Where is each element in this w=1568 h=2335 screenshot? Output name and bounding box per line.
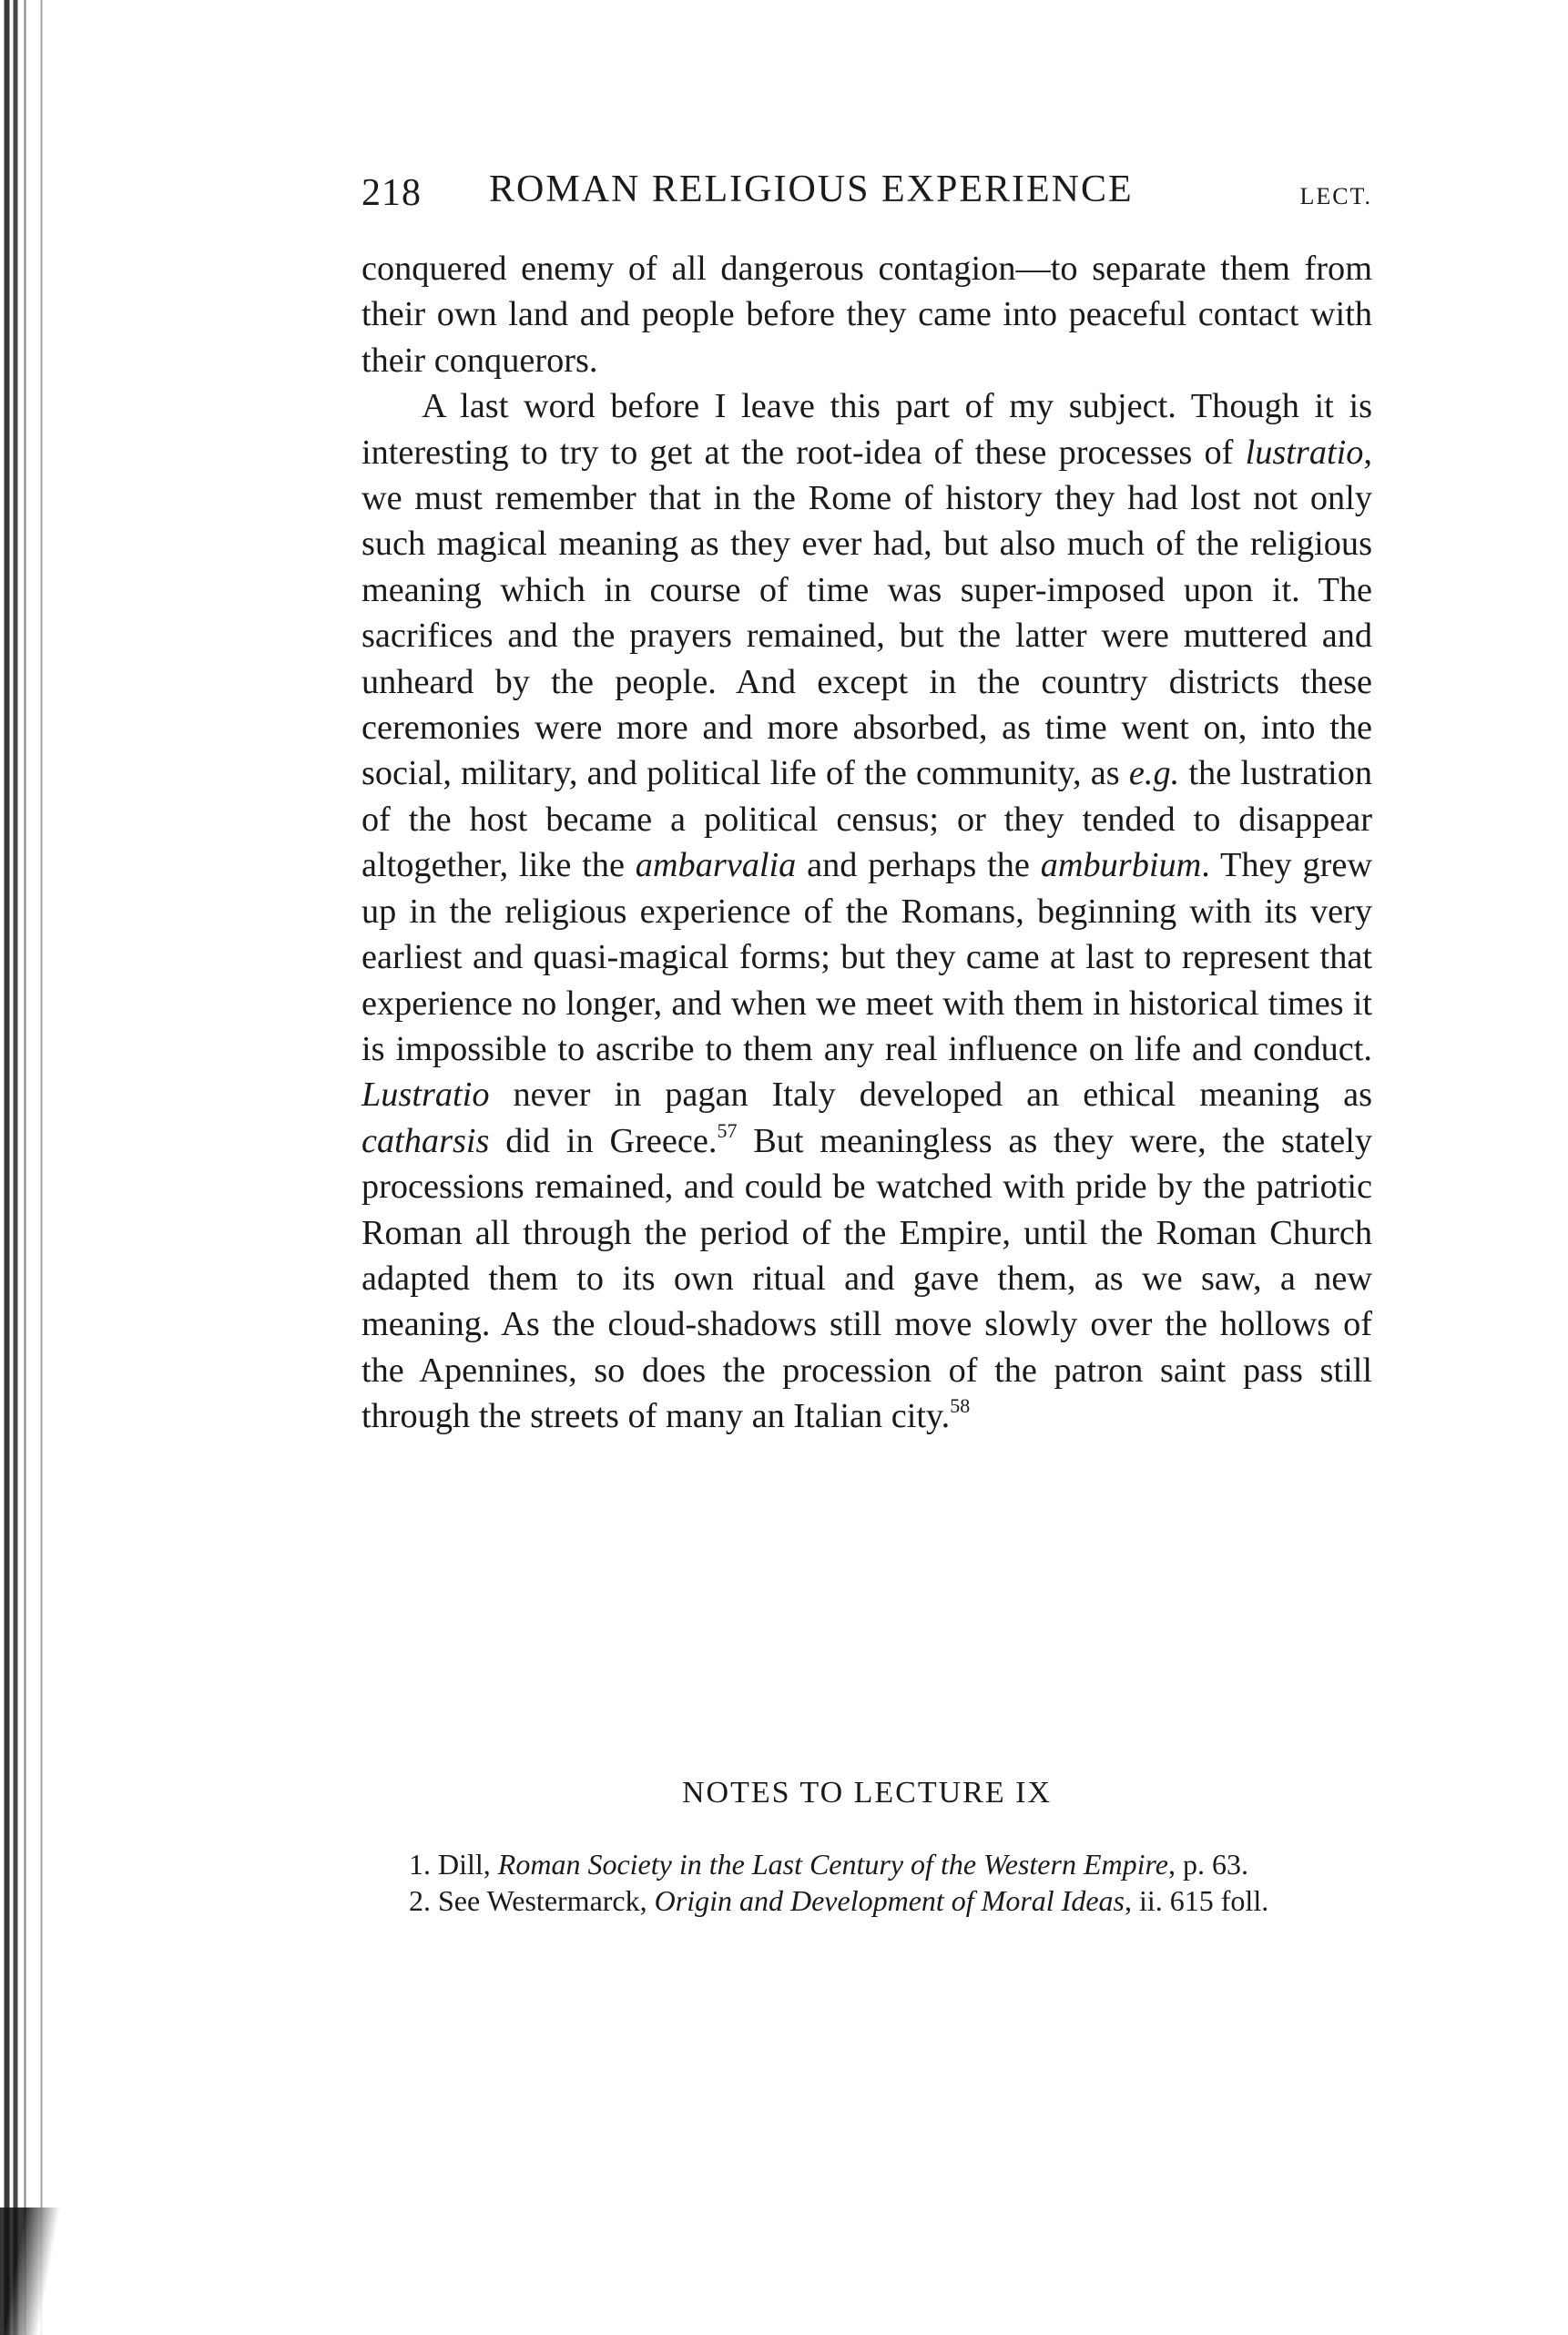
binding-edge [0,0,53,2335]
notes-list [361,1846,1372,1919]
notes-heading: NOTES TO LECTURE IX [681,1776,1052,1810]
paragraph-2: A last word before I leave this part of my subject. Though it is interesting to try to get at the root-idea of these processes of lustratio, we must remember that in the Rome of history they had lost not only such magical meaning as they ever had, but also much of the religious meaning which in course of time was super-imposed upon it. The sacrifices and the prayers remained, but the latter were muttered and unheard by the people. And except in the country districts these ceremonies were more and more absorbed, as time went on, into the social, military, and political life of the community, as e.g. the lustration of the host became a political census; or they tended to disappear altogether, like the ambarvalia and perhaps the amburbium. They grew up in the religious experience of the Romans, beginning with its very earliest and quasi-magical forms; but they came at last to represent that experience no longer, and when we meet with them in historical times it is impossible to ascribe to them any real influence on life and conduct. Lustratio never in pagan Italy developed an ethical meaning as catharsis did in Greece.$^{57}$ But meaningless as they were, the stately processions remained, and could be watched with pride by the patriotic Roman all through the period of the Empire, until the Roman Church adapted them to its own ritual and gave them, as we saw, a new meaning. As the cloud-shadows still move slowly over the hollows of the Apennines, so does the procession of the patron saint pass still through the streets of many an Italian city.$^{58}$ [361,387,1373,1436]
page-number: 218 [361,172,422,214]
footnote-ref-57: 57 [717,1118,738,1142]
section-label: LECT. [1299,183,1372,209]
binding-shadow [0,2208,64,2335]
footnote-ref-58: 58 [950,1394,971,1418]
note-2: 2. See Westermarck, Origin and Development of Moral Ideas, ii. 615 foll. [409,1884,1269,1917]
running-title: ROMAN RELIGIOUS EXPERIENCE [489,168,1134,210]
page-header [361,160,1372,215]
body-text [361,246,1372,1440]
paragraph-1: conquered enemy of all dangerous contagion—to separate them from their own land and people before they came into peaceful contact with their conquerors. [361,250,1372,380]
note-1: 1. Dill, Roman Society in the Last Century of the Western Empire, p. 63. [409,1848,1248,1881]
